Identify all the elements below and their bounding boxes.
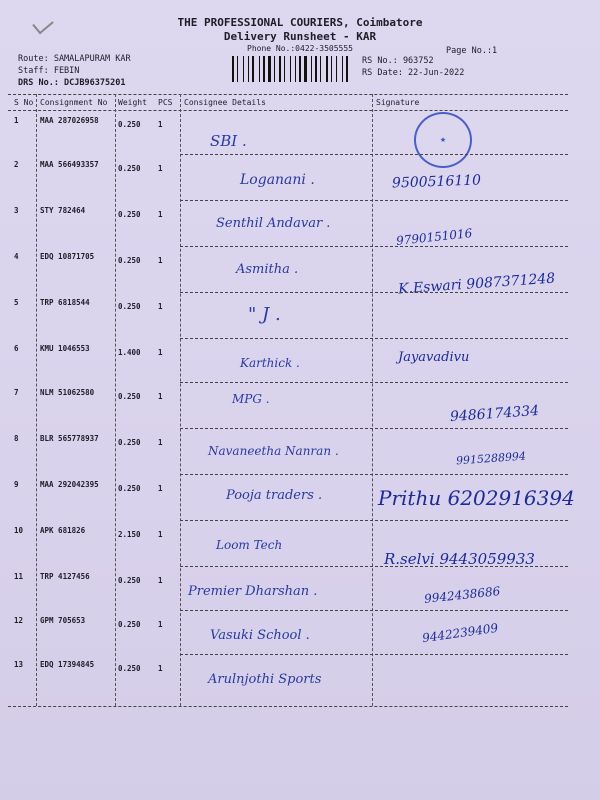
- row-consignment: STY 782464: [40, 206, 86, 215]
- col-pcs: PCS: [158, 98, 173, 107]
- table-bottom-rule: [8, 706, 568, 707]
- row-consignee: Vasuki School .: [210, 628, 310, 643]
- row-signature: 9790151016: [395, 226, 473, 248]
- row-sno: 12: [14, 616, 24, 625]
- row-consignment: EDQ 10871705: [40, 252, 95, 261]
- row-consignment: BLR 565778937: [40, 434, 99, 443]
- row-rule: [180, 566, 568, 567]
- rs-date: RS Date: 22-Jun-2022: [362, 68, 465, 78]
- row-consignment: MAA 566493357: [40, 160, 99, 169]
- row-weight: 0.250: [118, 210, 141, 219]
- table-top-rule: [8, 94, 568, 95]
- row-consignee: Navaneetha Nanran .: [208, 444, 339, 458]
- row-sno: 6: [14, 344, 19, 353]
- row-consignee: Premier Dharshan .: [188, 584, 318, 599]
- row-signature: 9442239409: [421, 620, 499, 646]
- drs-number: DRS No.: DCJB96375201: [18, 78, 126, 88]
- row-consignment: TRP 4127456: [40, 572, 90, 581]
- row-rule: [180, 520, 568, 521]
- row-weight: 2.150: [118, 530, 141, 539]
- row-weight: 0.250: [118, 302, 141, 311]
- row-consignment: APK 681826: [40, 526, 86, 535]
- row-weight: 0.250: [118, 164, 141, 173]
- row-sno: 7: [14, 388, 19, 397]
- row-consignment: KMU 1046553: [40, 344, 90, 353]
- row-consignee: Pooja traders .: [226, 488, 323, 503]
- page-number: Page No.:1: [446, 46, 498, 56]
- row-weight: 0.250: [118, 664, 141, 673]
- row-sno: 9: [14, 480, 19, 489]
- row-consignee: " J .: [248, 304, 281, 325]
- row-rule: [180, 338, 568, 339]
- route-label: Route: SAMALAPURAM KAR: [18, 54, 131, 64]
- row-rule: [180, 200, 568, 201]
- row-sno: 10: [14, 526, 24, 535]
- col-divider: [180, 94, 181, 706]
- row-consignment: TRP 6818544: [40, 298, 90, 307]
- row-weight: 0.250: [118, 392, 141, 401]
- row-sno: 11: [14, 572, 24, 581]
- row-pcs: 1: [158, 664, 163, 673]
- row-weight: 0.250: [118, 120, 141, 129]
- row-consignment: MAA 287026958: [40, 116, 99, 125]
- row-rule: [180, 654, 568, 655]
- col-sno: S No: [14, 98, 34, 107]
- col-signature: Signature: [376, 98, 420, 107]
- row-sno: 5: [14, 298, 19, 307]
- row-consignee: Senthil Andavar .: [216, 216, 331, 231]
- row-consignee: SBI .: [210, 132, 247, 150]
- row-consignee: Arulnjothi Sports: [208, 672, 322, 687]
- row-consignment: EDQ 17394845: [40, 660, 95, 669]
- col-divider: [115, 94, 116, 706]
- col-consignment: Consignment No: [40, 98, 108, 107]
- row-signature: 9942438686: [423, 584, 501, 606]
- delivery-stamp: ★: [414, 112, 472, 168]
- row-pcs: 1: [158, 484, 163, 493]
- row-rule: [180, 382, 568, 383]
- row-rule: [180, 292, 568, 293]
- row-weight: 0.250: [118, 256, 141, 265]
- row-consignee: Asmitha .: [236, 262, 299, 277]
- row-pcs: 1: [158, 438, 163, 447]
- row-sno: 13: [14, 660, 24, 669]
- row-weight: 0.250: [118, 620, 141, 629]
- row-pcs: 1: [158, 530, 163, 539]
- row-pcs: 1: [158, 302, 163, 311]
- row-signature: Prithu 6202916394: [378, 486, 575, 510]
- row-signature: K.Eswari 9087371248: [397, 270, 556, 298]
- table-header-rule: [8, 110, 568, 111]
- col-divider: [36, 94, 37, 706]
- row-consignment: MAA 292042395: [40, 480, 99, 489]
- row-signature: R.selvi 9443059933: [384, 550, 535, 568]
- row-pcs: 1: [158, 164, 163, 173]
- row-signature: 9486174334: [449, 402, 540, 426]
- row-rule: [180, 154, 568, 155]
- col-consignee: Consignee Details: [184, 98, 266, 107]
- row-sno: 1: [14, 116, 19, 125]
- company-title: THE PROFESSIONAL COURIERS, Coimbatore: [177, 16, 423, 29]
- row-sno: 3: [14, 206, 19, 215]
- row-consignment: GPM 705653: [40, 616, 86, 625]
- row-weight: 1.400: [118, 348, 141, 357]
- rs-number: RS No.: 963752: [362, 56, 434, 66]
- row-pcs: 1: [158, 210, 163, 219]
- row-consignment: NLM 51062580: [40, 388, 95, 397]
- row-weight: 0.250: [118, 484, 141, 493]
- row-signature: 9500516110: [391, 172, 482, 192]
- row-rule: [180, 428, 568, 429]
- row-signature: 9915288994: [455, 449, 527, 468]
- row-rule: [180, 474, 568, 475]
- row-weight: 0.250: [118, 438, 141, 447]
- row-consignee: MPG .: [232, 392, 270, 406]
- col-divider: [372, 94, 373, 706]
- row-signature: Jayavadivu: [398, 350, 470, 365]
- phone-number: Phone No.:0422-3505555: [247, 44, 353, 53]
- col-weight: Weight: [118, 98, 147, 107]
- row-consignee: Karthick .: [240, 356, 300, 370]
- row-pcs: 1: [158, 620, 163, 629]
- row-pcs: 1: [158, 392, 163, 401]
- row-weight: 0.250: [118, 576, 141, 585]
- barcode: [232, 56, 360, 82]
- row-pcs: 1: [158, 576, 163, 585]
- row-consignee: Loganani .: [240, 172, 315, 188]
- row-rule: [180, 610, 568, 611]
- runsheet-title: Delivery Runsheet - KAR: [223, 30, 377, 43]
- row-sno: 2: [14, 160, 19, 169]
- row-sno: 4: [14, 252, 19, 261]
- row-pcs: 1: [158, 256, 163, 265]
- row-pcs: 1: [158, 120, 163, 129]
- staff-label: Staff: FEBIN: [18, 66, 80, 76]
- row-pcs: 1: [158, 348, 163, 357]
- row-sno: 8: [14, 434, 19, 443]
- row-rule: [180, 246, 568, 247]
- row-consignee: Loom Tech: [216, 538, 283, 552]
